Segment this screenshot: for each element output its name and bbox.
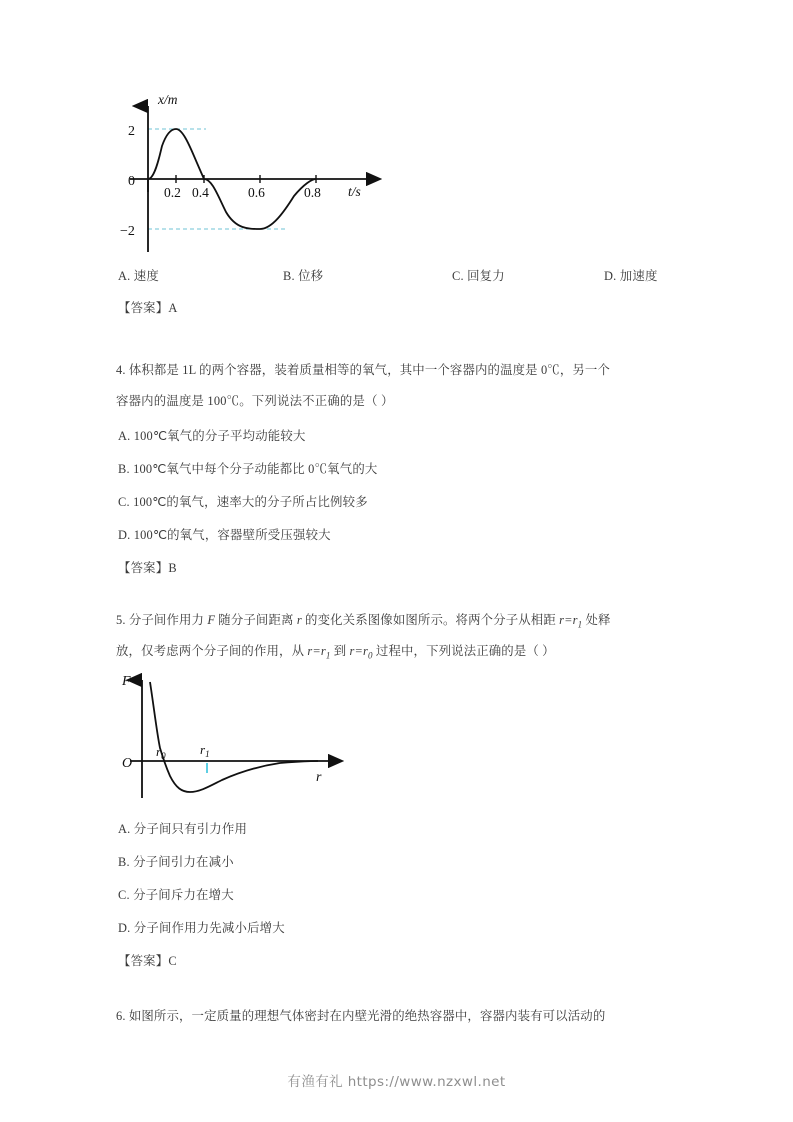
displacement-time-figure — [108, 84, 398, 256]
ytick-label-neg2: −2 — [120, 224, 135, 239]
origin-label: O — [122, 756, 133, 771]
q4-option-d-label: D. — [118, 528, 131, 542]
q5-l1-i: 处释 — [582, 613, 611, 627]
q5-l1-f: r — [559, 613, 565, 627]
displacement-time-chart — [108, 84, 398, 256]
q3-option-a-label: A. — [118, 269, 131, 283]
q3-option-a-text: 速度 — [133, 269, 159, 283]
xtick-label-0.6: 0.6 — [248, 185, 265, 200]
q5-l1-d: r — [296, 613, 302, 627]
q3-answer-label: 【答案】 — [118, 301, 169, 315]
q5-l2-e: 到 — [330, 644, 350, 658]
q5-l2-c: =r — [312, 644, 326, 658]
q5-l2-d: 1 — [325, 650, 331, 661]
q3-option-c-label: C. — [452, 269, 464, 283]
q5-l2-g: =r — [354, 644, 368, 658]
q5-option-c-label: C. — [118, 888, 130, 902]
r-axis-label: r — [316, 770, 322, 785]
q5-option-d-text: 分子间作用力先减小后增大 — [133, 921, 285, 935]
q4-option-c-text: 100℃的氧气，速率大的分子所占比例较多 — [133, 495, 368, 509]
q4-option-d — [118, 527, 331, 544]
molecular-force-chart — [100, 668, 360, 818]
q4-option-a — [118, 428, 306, 445]
q3-option-d — [604, 268, 658, 285]
q3-option-c — [452, 268, 505, 285]
x-axis-label: t/s — [348, 184, 361, 199]
f-axis-label: F — [122, 674, 131, 689]
q4-answer — [118, 560, 177, 577]
q3-option-d-label: D. — [604, 269, 617, 283]
r0-label: $r_0$ — [156, 744, 166, 761]
q4-option-c — [118, 494, 368, 511]
q5-l1-e: 的变化关系图像如图所示。将两个分子从相距 — [301, 613, 560, 627]
ytick-label-0: 0 — [128, 174, 135, 189]
q3-option-b-label: B. — [283, 269, 295, 283]
q4-option-b — [118, 461, 378, 478]
q4-option-d-text: 100℃的氧气，容器壁所受压强较大 — [133, 528, 331, 542]
q4-option-c-label: C. — [118, 495, 130, 509]
q5-l2-h: 0 — [368, 650, 373, 661]
q5-stem-line2 — [116, 643, 555, 664]
q5-stem-line1 — [116, 612, 611, 633]
q4-answer-value: B — [168, 561, 177, 575]
y-axis-label: x/m — [158, 92, 178, 107]
q4-option-a-text: 100℃氧气的分子平均动能较大 — [133, 429, 306, 443]
q5-answer-value: C — [168, 954, 177, 968]
q3-option-b — [283, 268, 323, 285]
q5-l2-i: 过程中，下列说法正确的是（ ） — [372, 644, 555, 658]
q4-option-b-label: B. — [118, 462, 130, 476]
q5-l2-a: 放，仅考虑两个分子间的作用，从 — [116, 644, 308, 658]
q4-option-b-text: 100℃氧气中每个分子动能都比 0℃氧气的大 — [133, 462, 378, 476]
q3-answer — [118, 300, 178, 317]
q5-l1-c: 随分子间距离 — [215, 613, 297, 627]
q5-option-b — [118, 854, 234, 871]
q5-l1-a: 5. 分子间作用力 — [116, 613, 208, 627]
xtick-label-0.4: 0.4 — [192, 185, 209, 200]
q5-l1-b: F — [207, 613, 216, 627]
q6-stem-line1: 6. 如图所示，一定质量的理想气体密封在内壁光滑的绝热容器中，容器内装有可以活动的 — [116, 1009, 606, 1023]
q5-l2-b: r — [307, 644, 313, 658]
q3-option-d-text: 加速度 — [619, 269, 658, 283]
q4-stem-line1: 4. 体积都是 1L 的两个容器，装着质量相等的氧气，其中一个容器内的温度是 0℃，另一个 — [116, 363, 610, 377]
q3-option-b-text: 位移 — [298, 269, 324, 283]
ytick-label-2: 2 — [128, 124, 135, 139]
molecular-force-figure — [100, 668, 360, 818]
q4-answer-label: 【答案】 — [118, 561, 169, 575]
q3-option-a — [118, 268, 159, 285]
q5-option-c-text: 分子间斥力在增大 — [133, 888, 234, 902]
q5-option-a-text: 分子间只有引力作用 — [133, 822, 248, 836]
q3-option-c-text: 回复力 — [467, 269, 505, 283]
q5-option-d-label: D. — [118, 921, 131, 935]
q5-answer-label: 【答案】 — [118, 954, 169, 968]
q5-l1-g: =r — [564, 613, 578, 627]
q5-l2-f: r — [349, 644, 355, 658]
q5-answer — [118, 953, 177, 970]
q4-stem-line2: 容器内的温度是 100℃。下列说法不正确的是（ ） — [116, 394, 394, 408]
footer-watermark: 有渔有礼 https://www.nzxwl.net — [287, 1074, 506, 1090]
q5-option-c — [118, 887, 234, 904]
q5-option-b-text: 分子间引力在减小 — [133, 855, 234, 869]
q3-answer-value: A — [168, 301, 178, 315]
xtick-label-0.2: 0.2 — [164, 185, 181, 200]
q5-option-a-label: A. — [118, 822, 131, 836]
q5-l1-h: 1 — [577, 619, 583, 630]
xtick-label-0.8: 0.8 — [304, 185, 321, 200]
r1-label: $r_1$ — [200, 742, 210, 759]
q5-option-d — [118, 920, 285, 937]
q5-option-b-label: B. — [118, 855, 130, 869]
force-curve — [150, 682, 318, 792]
q4-option-a-label: A. — [118, 429, 131, 443]
q5-option-a — [118, 821, 247, 838]
